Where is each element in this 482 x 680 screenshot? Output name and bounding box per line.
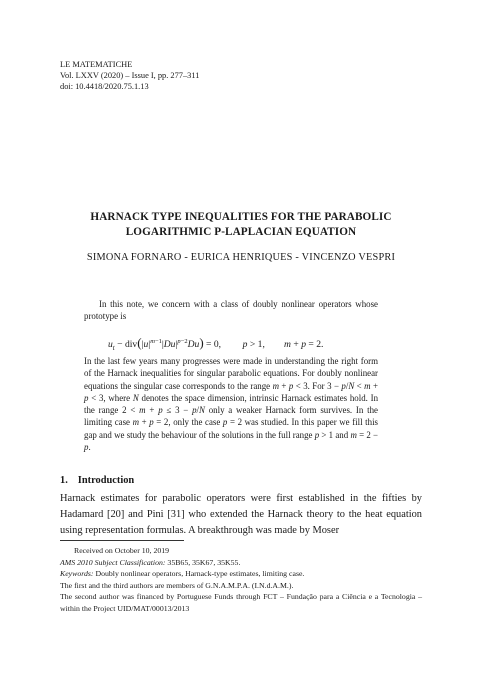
section-number: 1. [60,475,68,486]
doi: doi: 10.4418/2020.75.1.13 [60,82,149,91]
section-title: Introduction [77,475,135,486]
funding-note: The second author was financed by Portuguese Funds through FCT – Fundação para a Ciência e a Tecnologia – within the Project UID/MAT/00013/2013 [60,592,422,613]
authors: SIMONA FORNARO - EURICA HENRIQUES - VINCENZO VESPRI [86,252,396,263]
keywords: Keywords: Doubly nonlinear operators, Harnack-type estimates, limiting case. [60,569,305,578]
footnote-rule [60,540,184,541]
volume-line: Vol. LXXV (2020) – Issue I, pp. 277–311 [60,71,200,80]
abstract-paragraph-1: In this note, we concern with a class of doubly nonlinear operators whose prototype is [84,299,378,322]
prototype-equation: $u_t - div(|u|^{m-1}|Du|^{p-2}Du) = 0$, p > 1, m + p = 2. [108,335,324,352]
section-heading [60,475,134,486]
journal-name: LE MATEMATICHE [60,60,133,69]
paper-title [40,210,442,240]
title-line-1: HARNACK TYPE INEQUALITIES FOR THE PARABOLIC [90,211,392,223]
journal-header [60,59,199,92]
abstract-paragraph-2: In the last few years many progresses were made in understanding the right form of the Harnack inequalities for singular parabolic equations. For doubly nonlinear equations the singular case corresponds to the range m + p < 3. For 3 − p/N < m + p < 3, where N denotes the space dimension, intrinsic Harnack estimates hold. In the range 2 < m + p ≤ 3 − p/N only a weaker Harnack form survives. In the limiting case m + p = 2, only the case p = 2 was studied. In this paper we fill this gap and we study the behaviour of the solutions in the full range p > 1 and m = 2 − p. [84,356,379,453]
footnotes [60,545,422,614]
gnampa-note: The first and the third authors are members of G.N.A.M.P.A. (I.N.d.A.M.). [60,580,294,590]
intro-paragraph: Harnack estimates for parabolic operators were first established in the fifties by Hadamard [20] and Pini [31] who extended the Harnack theory to the heat equation using representation formulas. A breakthrough was made by Moser [60,493,422,536]
ams-classification: AMS 2010 Subject Classification: 35B65, 35K67, 35K55. [60,557,241,567]
title-line-2: LOGARITHMIC P-LAPLACIAN EQUATION [125,226,357,238]
received-date: Received on October 10, 2019 [74,546,170,555]
